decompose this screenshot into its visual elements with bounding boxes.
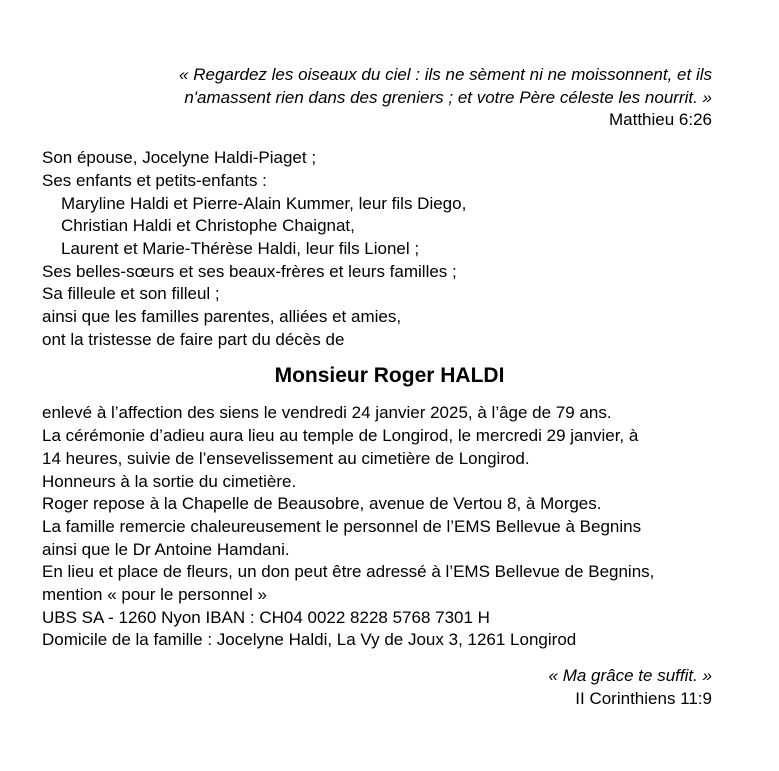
announcement-line: Honneurs à la sortie du cimetière. — [42, 471, 297, 491]
epigraph — [42, 64, 737, 132]
announcement-line: mention « pour le personnel » — [42, 585, 267, 605]
announcement-line: La cérémonie d’adieu aura lieu au temple de Longirod, le mercredi 29 janvier, à — [42, 426, 639, 446]
family-line: ainsi que les familles parentes, alliées et amies, — [42, 307, 402, 327]
announcement-line: ainsi que le Dr Antoine Hamdani. — [42, 539, 290, 559]
family-line: ont la tristesse de faire part du décès de — [42, 329, 345, 349]
family-line: Ses enfants et petits-enfants : — [42, 170, 267, 190]
family-list — [42, 147, 737, 351]
family-line: Ses belles-sœurs et ses beaux-frères et leurs familles ; — [42, 261, 457, 281]
announcement — [42, 402, 737, 652]
family-line: Son épouse, Jocelyne Haldi-Piaget ; — [42, 148, 317, 168]
family-line: Christian Haldi et Christophe Chaignat, — [61, 216, 355, 236]
deceased-name: Monsieur Roger HALDI — [274, 364, 505, 388]
announcement-line: UBS SA - 1260 Nyon IBAN : CH04 0022 8228 5768 7301 H — [42, 607, 490, 627]
epigraph-attribution: Matthieu 6:26 — [608, 110, 712, 130]
family-line: Laurent et Marie-Thérèse Haldi, leur fils Lionel ; — [61, 238, 420, 258]
family-line: Sa filleule et son filleul ; — [42, 284, 220, 304]
announcement-line: Roger repose à la Chapelle de Beausobre, avenue de Vertou 8, à Morges. — [42, 494, 602, 514]
epigraph-line: n'amassent rien dans des greniers ; et votre Père céleste les nourrit. » — [184, 87, 712, 107]
closing-quote-line: « Ma grâce te suffit. » — [548, 666, 712, 686]
announcement-line: Domicile de la famille : Jocelyne Haldi, La Vy de Joux 3, 1261 Longirod — [42, 630, 577, 650]
announcement-line: enlevé à l’affection des siens le vendredi 24 janvier 2025, à l’âge de 79 ans. — [42, 403, 612, 423]
family-line: Maryline Haldi et Pierre-Alain Kummer, leur fils Diego, — [61, 193, 467, 213]
announcement-line: La famille remercie chaleureusement le personnel de l’EMS Bellevue à Begnins — [42, 516, 642, 536]
closing-attribution: II Corinthiens 11:9 — [575, 688, 712, 708]
announcement-line: En lieu et place de fleurs, un don peut être adressé à l’EMS Bellevue de Begnins, — [42, 562, 655, 582]
announcement-line: 14 heures, suivie de l’ensevelissement au cimetière de Longirod. — [42, 448, 530, 468]
closing-quote — [42, 665, 737, 710]
epigraph-line: « Regardez les oiseaux du ciel : ils ne sèment ni ne moissonnent, et ils — [179, 65, 712, 84]
